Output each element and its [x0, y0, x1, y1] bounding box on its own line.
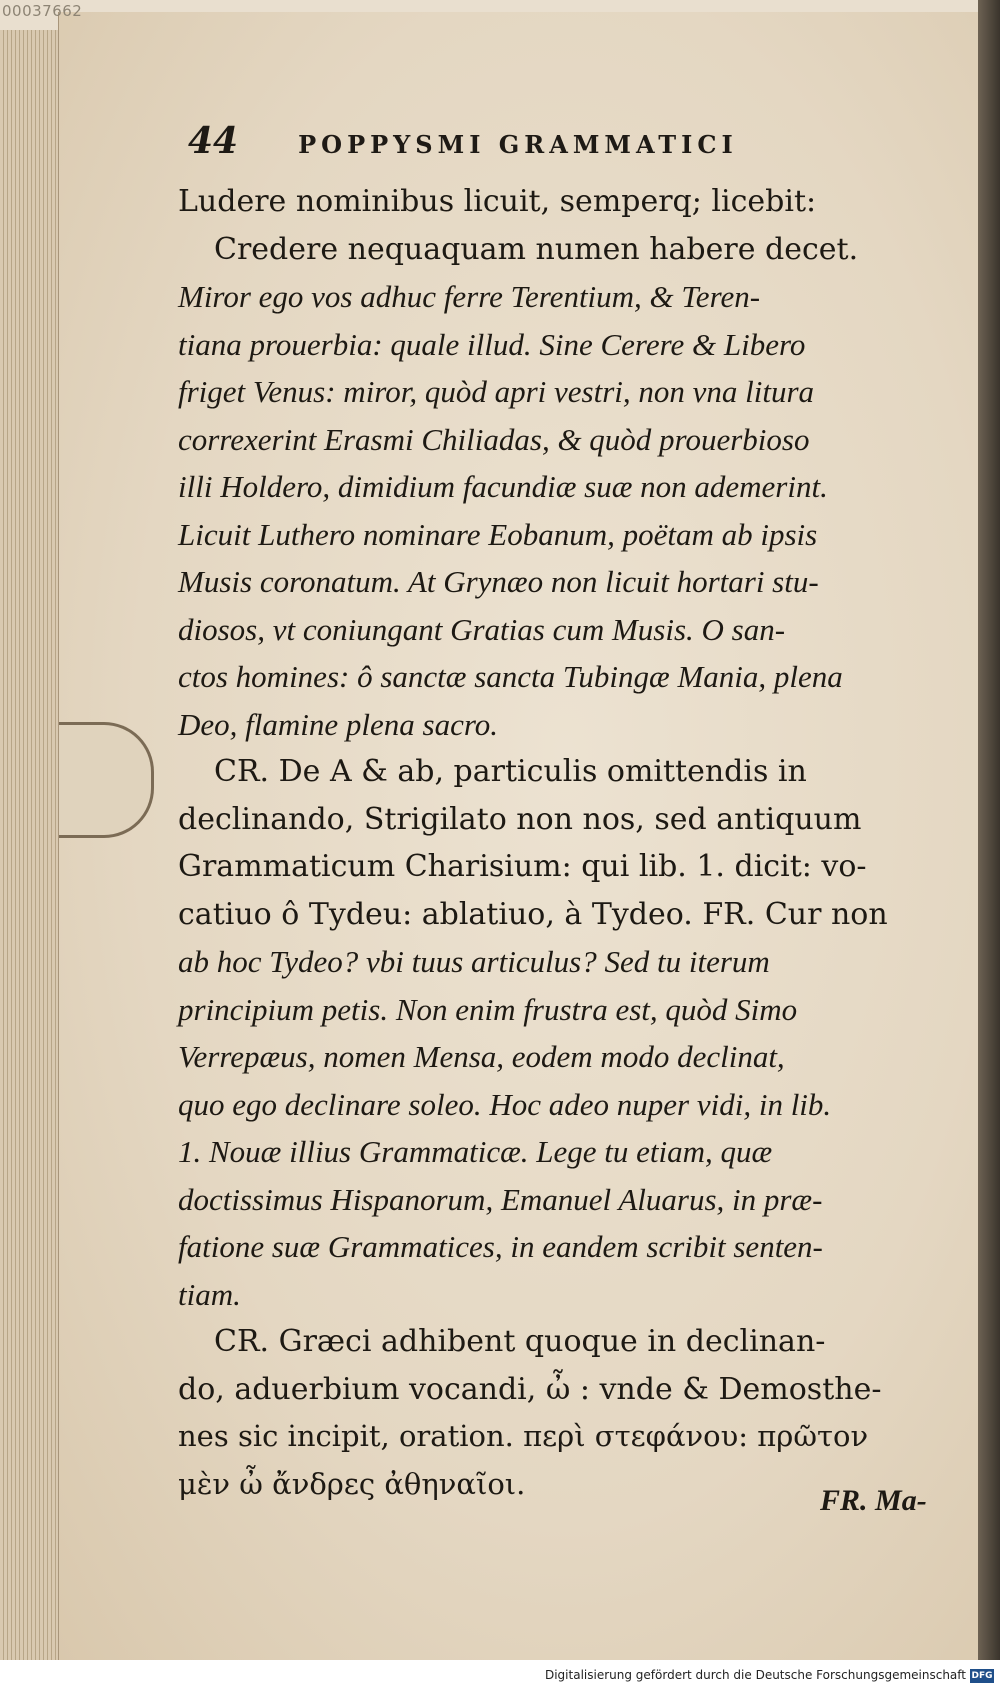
- text-line: correxerint Erasmi Chiliadas, & quòd prouerbioso: [178, 421, 810, 457]
- page-edges: [0, 30, 62, 1660]
- text-line: diosos, vt coniungant Gratias cum Musis. O san-: [178, 611, 786, 647]
- text-line: quo ego declinare soleo. Hoc adeo nuper vidi, in lib.: [178, 1086, 832, 1122]
- scan-edge: [978, 0, 1000, 1688]
- text-line: tiana prouerbia: quale illud. Sine Cerere & Libero: [178, 326, 806, 362]
- page-header: [188, 120, 968, 162]
- dfg-logo: DFG: [971, 1671, 993, 1681]
- text-line: principium petis. Non enim frustra est, quòd Simo: [178, 991, 798, 1027]
- text-line: fatione suæ Grammatices, in eandem scribit senten-: [178, 1229, 823, 1264]
- text-line: CR. De A & ab, particulis omittendis in: [214, 754, 807, 789]
- footer-credit: Digitalisierung gefördert durch die Deutsche Forschungsgemeinschaft: [544, 1668, 966, 1682]
- text-line: Musis coronatum. At Grynæo non licuit hortari stu-: [178, 564, 819, 599]
- text-line: catiuo ô Tydeu: ablatiuo, à Tydeo. FR. Cur non: [178, 896, 888, 932]
- text-line: μὲν ὦ ἄνδρες ἀθηναῖοι.: [178, 1466, 526, 1501]
- text-line: 1. Nouæ illius Grammaticæ. Lege tu etiam, quæ: [178, 1134, 773, 1169]
- text-line: do, aduerbium vocandi, ὦ : vnde & Demosthe-: [178, 1371, 882, 1407]
- text-line: Miror ego vos adhuc ferre Terentium, & Teren-: [178, 279, 761, 314]
- text-line: Grammaticum Charisium: qui lib. 1. dicit: vo-: [178, 849, 867, 884]
- text-line: doctissimus Hispanorum, Emanuel Aluarus, in præ-: [178, 1181, 823, 1217]
- text-line: Deo, flamine plena sacro.: [178, 706, 498, 742]
- running-head: POPPYSMI GRAMMATICI: [298, 130, 738, 159]
- page-clip: [59, 722, 154, 838]
- text-line: Licuit Luthero nominare Eobanum, poëtam ab ipsis: [178, 516, 818, 552]
- text-line: CR. Græci adhibent quoque in declinan-: [214, 1324, 826, 1359]
- text-line: tiam.: [178, 1276, 241, 1312]
- text-line: ctos homines: ô sanctæ sancta Tubingæ Mania, plena: [178, 659, 843, 694]
- page-number: 44: [188, 120, 239, 162]
- text-line: declinando, Strigilato non nos, sed antiquum: [178, 801, 862, 837]
- text-line: friget Venus: miror, quòd apri vestri, non vna litura: [178, 374, 815, 409]
- text-line: Ludere nominibus licuit, semperq; licebit:: [178, 184, 817, 219]
- text-line: nes sic incipit, oration. περὶ στεφάνου: πρῶτον: [178, 1419, 869, 1453]
- text-line: ab hoc Tydeo? vbi tuus articulus? Sed tu iterum: [178, 944, 770, 979]
- footer-bar: [0, 1660, 1000, 1688]
- archive-stamp: 00037662: [2, 2, 83, 20]
- catchword: FR. Ma-: [820, 1484, 927, 1517]
- text-line: Verrepæus, nomen Mensa, eodem modo declinat,: [178, 1039, 785, 1074]
- text-line: Credere nequaquam numen habere decet.: [214, 231, 859, 267]
- text-line: illi Holdero, dimidium facundiæ suæ non ademerint.: [178, 469, 828, 504]
- body-text: [178, 178, 958, 1508]
